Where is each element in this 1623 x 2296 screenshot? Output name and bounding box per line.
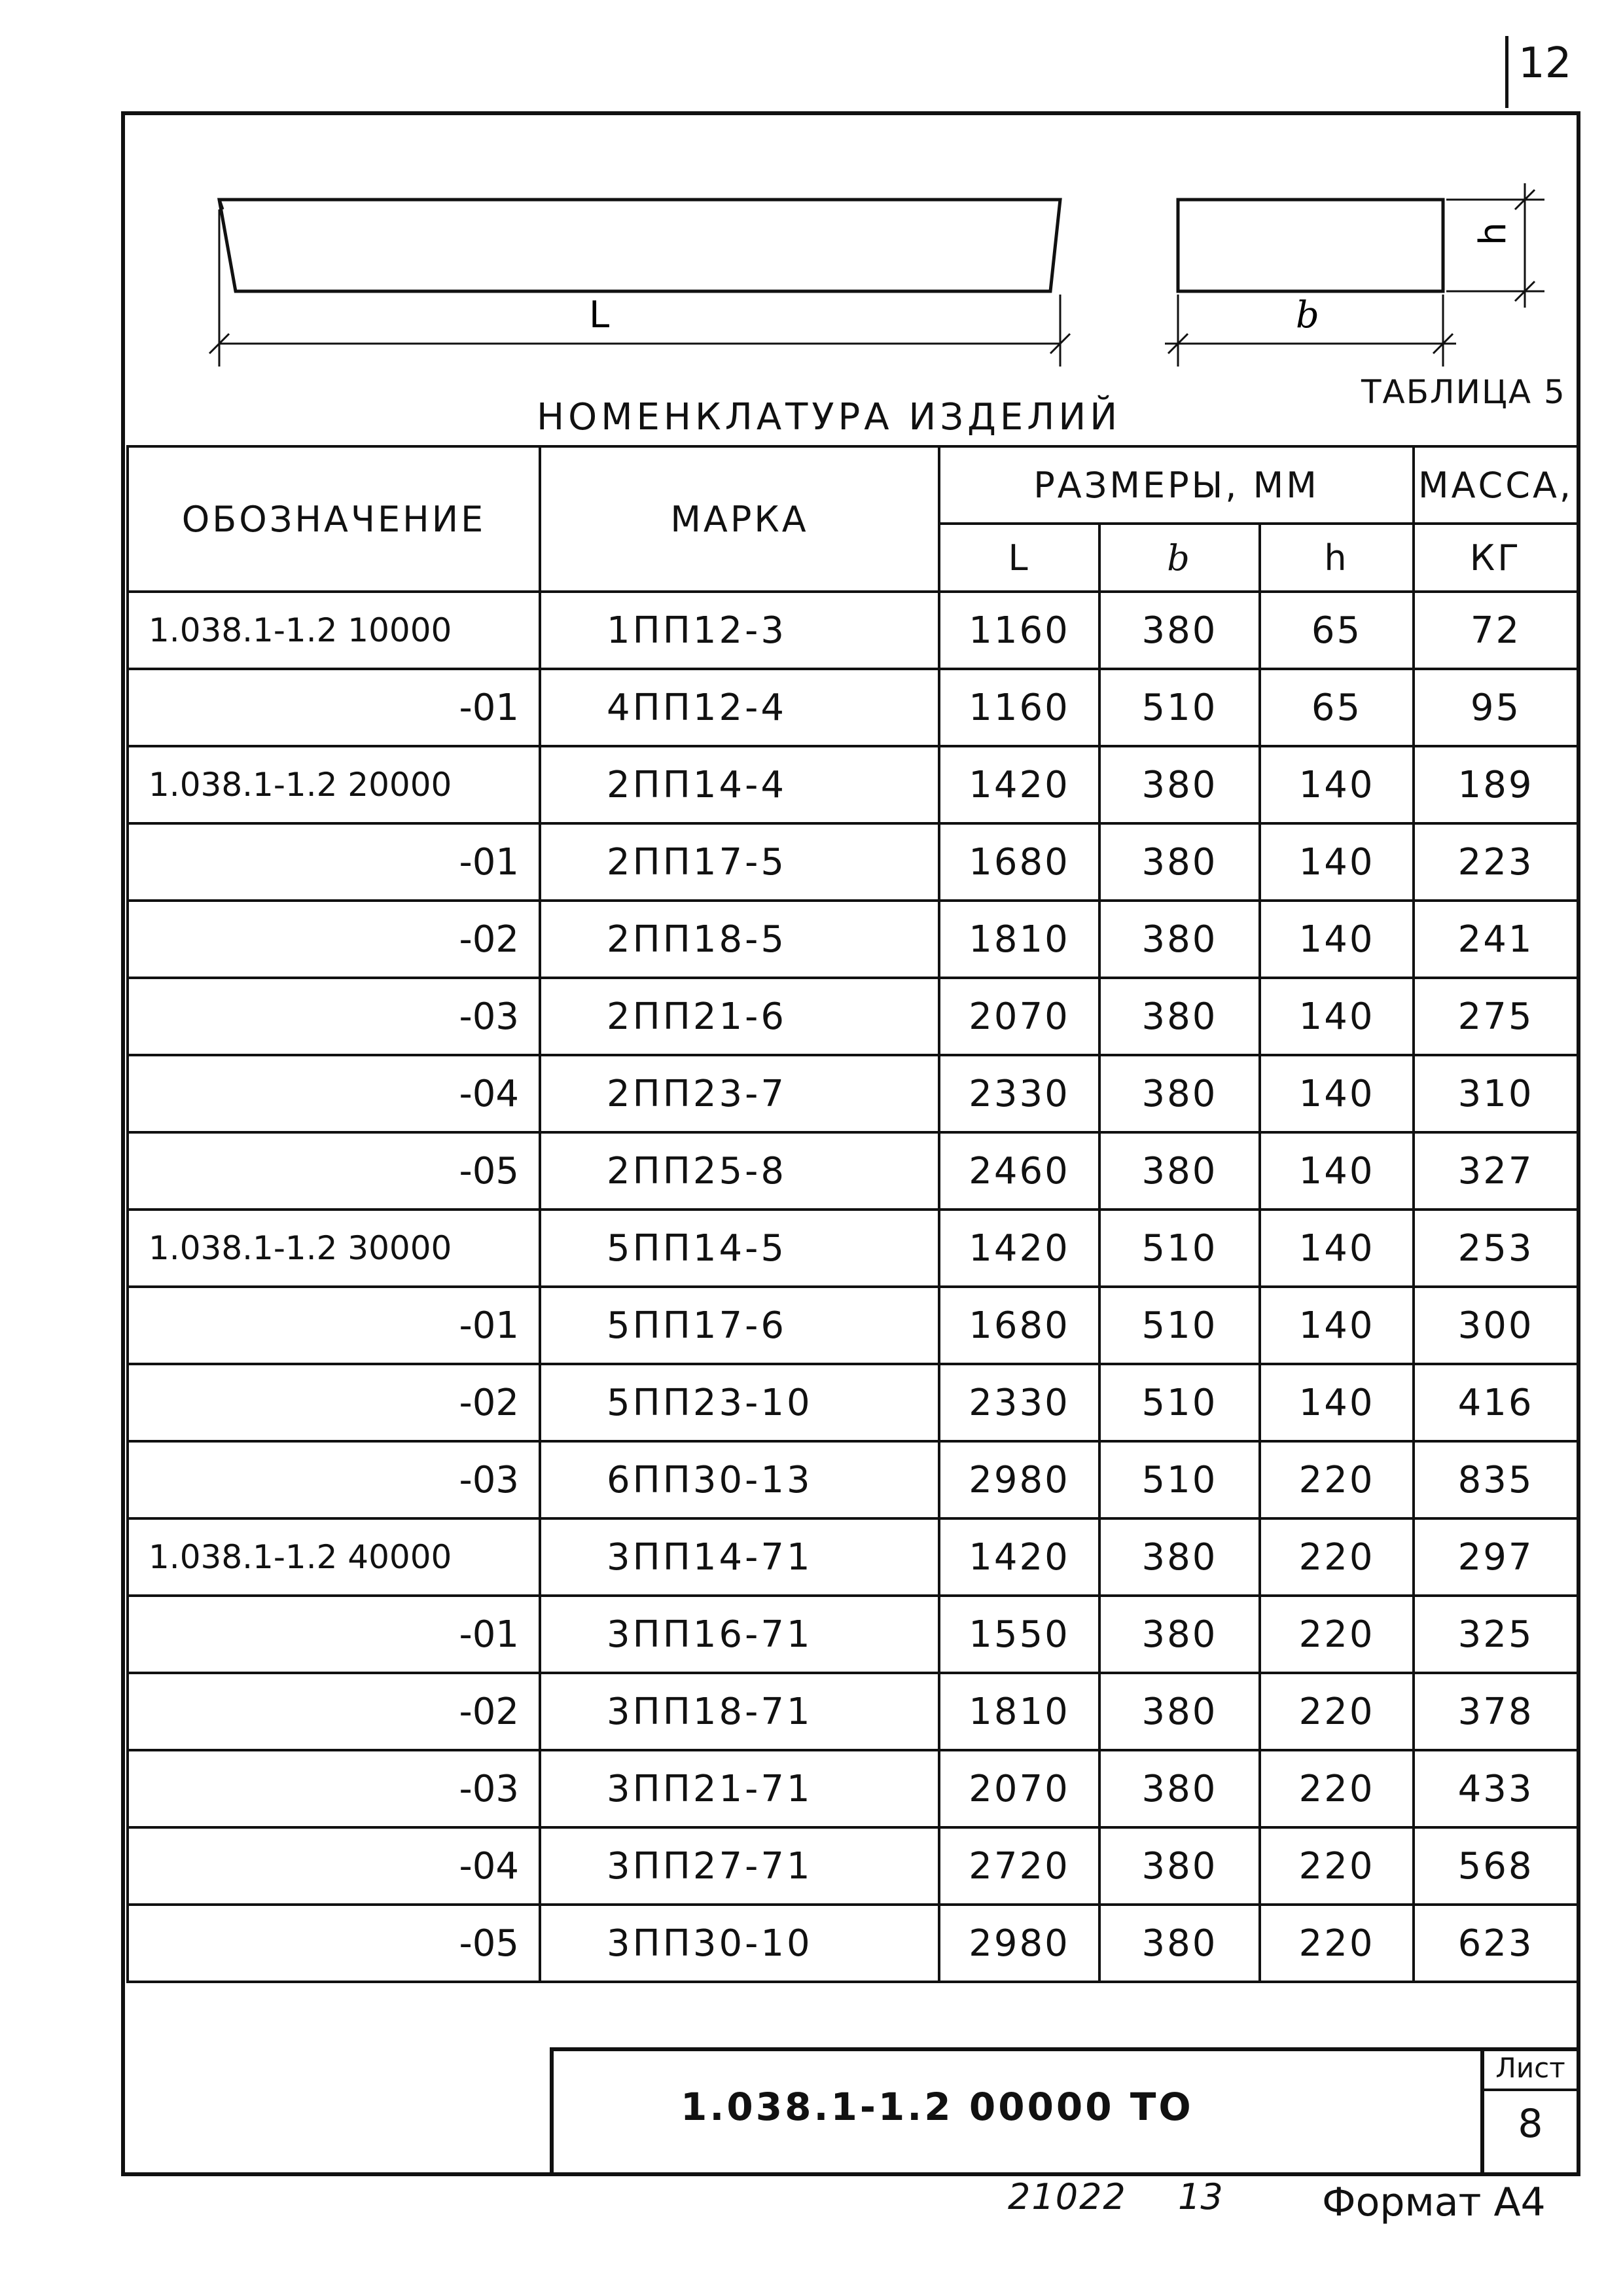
- cell-mark: 6ПП30-13: [540, 1441, 939, 1518]
- sheet-number: 8: [1518, 2101, 1543, 2147]
- table-row: [128, 746, 1578, 823]
- cell-mass: 416: [1414, 1364, 1578, 1441]
- cell-designation: -03: [128, 1441, 540, 1518]
- cell-height: 220: [1260, 1596, 1414, 1673]
- cell-height: 140: [1260, 746, 1414, 823]
- header-mark: МАРКА: [540, 446, 939, 592]
- cell-mass: 223: [1414, 823, 1578, 901]
- table-row: [128, 1055, 1578, 1132]
- cell-width: 380: [1099, 1132, 1260, 1210]
- cell-designation: -02: [128, 1673, 540, 1750]
- inventory-number: 21022: [1008, 2176, 1127, 2217]
- cell-designation: -04: [128, 1055, 540, 1132]
- sheet-label: Лист: [1480, 2052, 1580, 2091]
- cell-designation: 1.038.1-1.2 40000: [128, 1518, 540, 1596]
- cell-designation: 1.038.1-1.2 10000: [128, 592, 540, 669]
- cell-mark: 3ПП14-71: [540, 1518, 939, 1596]
- cell-mass: 95: [1414, 669, 1578, 746]
- cell-designation: -03: [128, 1750, 540, 1827]
- header-width: b: [1099, 524, 1260, 592]
- cell-width: 380: [1099, 1518, 1260, 1596]
- cell-length: 1680: [939, 823, 1099, 901]
- table-title: НОМЕНКЛАТУРА ИЗДЕЛИЙ: [537, 396, 1122, 439]
- cell-mass: 297: [1414, 1518, 1578, 1596]
- cell-width: 510: [1099, 1441, 1260, 1518]
- cell-designation: -01: [128, 669, 540, 746]
- cell-height: 220: [1260, 1441, 1414, 1518]
- cell-mass: 241: [1414, 901, 1578, 978]
- cell-length: 2980: [939, 1441, 1099, 1518]
- table-row: [128, 1518, 1578, 1596]
- cell-mark: 3ПП18-71: [540, 1673, 939, 1750]
- cell-mark: 2ПП17-5: [540, 823, 939, 901]
- cell-height: 140: [1260, 978, 1414, 1055]
- cell-length: 1420: [939, 1210, 1099, 1287]
- header-dimensions: РАЗМЕРЫ, ММ: [939, 446, 1414, 524]
- cell-mass: 300: [1414, 1287, 1578, 1364]
- cell-designation: -01: [128, 1287, 540, 1364]
- cell-length: 2070: [939, 1750, 1099, 1827]
- cell-height: 220: [1260, 1750, 1414, 1827]
- cell-mass: 253: [1414, 1210, 1578, 1287]
- cell-height: 65: [1260, 669, 1414, 746]
- cell-mass: 835: [1414, 1441, 1578, 1518]
- cell-height: 220: [1260, 1673, 1414, 1750]
- nomenclature-table: [126, 445, 1579, 1983]
- paper-format: Формат А4: [1322, 2179, 1546, 2225]
- header-length: L: [939, 524, 1099, 592]
- cell-mass: 325: [1414, 1596, 1578, 1673]
- cell-mass: 327: [1414, 1132, 1578, 1210]
- table-row: [128, 1364, 1578, 1441]
- cell-width: 510: [1099, 1364, 1260, 1441]
- cell-width: 380: [1099, 901, 1260, 978]
- cell-mark: 4ПП12-4: [540, 669, 939, 746]
- cell-length: 1160: [939, 592, 1099, 669]
- cell-width: 380: [1099, 978, 1260, 1055]
- page-number: 12: [1518, 39, 1572, 88]
- height-label: h: [1472, 222, 1514, 245]
- table-row: [128, 1287, 1578, 1364]
- slab-side-view: [219, 200, 1060, 291]
- cell-width: 380: [1099, 746, 1260, 823]
- cell-length: 1680: [939, 1287, 1099, 1364]
- cell-height: 220: [1260, 1905, 1414, 1982]
- cell-length: 1420: [939, 1518, 1099, 1596]
- cell-mark: 5ПП23-10: [540, 1364, 939, 1441]
- cell-mass: 623: [1414, 1905, 1578, 1982]
- table-row: [128, 1210, 1578, 1287]
- cell-designation: -03: [128, 978, 540, 1055]
- cell-designation: -04: [128, 1827, 540, 1905]
- product-sketch: [196, 177, 1571, 399]
- cell-designation: -05: [128, 1905, 540, 1982]
- cell-width: 380: [1099, 1750, 1260, 1827]
- width-label: b: [1296, 294, 1319, 336]
- cell-height: 140: [1260, 901, 1414, 978]
- table-row: [128, 1673, 1578, 1750]
- cell-height: 140: [1260, 823, 1414, 901]
- cell-width: 380: [1099, 1055, 1260, 1132]
- cell-width: 380: [1099, 1827, 1260, 1905]
- cell-designation: 1.038.1-1.2 30000: [128, 1210, 540, 1287]
- cell-width: 510: [1099, 1210, 1260, 1287]
- cell-length: 2070: [939, 978, 1099, 1055]
- table-row: [128, 592, 1578, 669]
- cell-height: 140: [1260, 1287, 1414, 1364]
- cell-length: 2330: [939, 1364, 1099, 1441]
- cell-mark: 5ПП14-5: [540, 1210, 939, 1287]
- cell-mark: 2ПП21-6: [540, 978, 939, 1055]
- cell-width: 380: [1099, 592, 1260, 669]
- table-row: [128, 669, 1578, 746]
- cell-designation: -01: [128, 823, 540, 901]
- cell-mark: 3ПП21-71: [540, 1750, 939, 1827]
- cell-height: 140: [1260, 1055, 1414, 1132]
- table-row: [128, 901, 1578, 978]
- cell-mass: 568: [1414, 1827, 1578, 1905]
- header-mass: МАССА,: [1414, 446, 1578, 524]
- table-row: [128, 823, 1578, 901]
- page-number-divider: [1505, 36, 1508, 108]
- cell-mark: 5ПП17-6: [540, 1287, 939, 1364]
- cell-width: 380: [1099, 1596, 1260, 1673]
- cell-length: 2330: [939, 1055, 1099, 1132]
- header-designation: ОБОЗНАЧЕНИЕ: [128, 446, 540, 592]
- table-number-label: ТАБЛИЦА 5: [1361, 373, 1566, 411]
- cell-mark: 2ПП18-5: [540, 901, 939, 978]
- table-row: [128, 1441, 1578, 1518]
- table-row: [128, 1750, 1578, 1827]
- cell-length: 1160: [939, 669, 1099, 746]
- cell-height: 140: [1260, 1132, 1414, 1210]
- table-row: [128, 1827, 1578, 1905]
- cell-designation: -05: [128, 1132, 540, 1210]
- cell-mark: 3ПП30-10: [540, 1905, 939, 1982]
- header-mass-unit: КГ: [1414, 524, 1578, 592]
- cell-mass: 433: [1414, 1750, 1578, 1827]
- cell-length: 1550: [939, 1596, 1099, 1673]
- cell-height: 65: [1260, 592, 1414, 669]
- cell-height: 140: [1260, 1210, 1414, 1287]
- cell-designation: -02: [128, 901, 540, 978]
- cell-height: 220: [1260, 1518, 1414, 1596]
- table-row: [128, 1596, 1578, 1673]
- cell-width: 510: [1099, 1287, 1260, 1364]
- cell-mass: 310: [1414, 1055, 1578, 1132]
- cell-length: 2460: [939, 1132, 1099, 1210]
- cell-mark: 3ПП27-71: [540, 1827, 939, 1905]
- cell-mass: 72: [1414, 592, 1578, 669]
- cell-width: 510: [1099, 669, 1260, 746]
- document-code: 1.038.1-1.2 00000 ТО: [681, 2085, 1194, 2129]
- cell-width: 380: [1099, 823, 1260, 901]
- cell-designation: -02: [128, 1364, 540, 1441]
- table-row: [128, 978, 1578, 1055]
- header-height: h: [1260, 524, 1414, 592]
- cell-length: 1810: [939, 901, 1099, 978]
- table-row: [128, 1905, 1578, 1982]
- length-label: L: [589, 294, 610, 336]
- cell-mark: 1ПП12-3: [540, 592, 939, 669]
- cell-mass: 275: [1414, 978, 1578, 1055]
- cell-length: 1420: [939, 746, 1099, 823]
- cell-designation: -01: [128, 1596, 540, 1673]
- table-row: [128, 1132, 1578, 1210]
- cell-mark: 2ПП25-8: [540, 1132, 939, 1210]
- cell-length: 2720: [939, 1827, 1099, 1905]
- cell-height: 140: [1260, 1364, 1414, 1441]
- cell-mark: 2ПП23-7: [540, 1055, 939, 1132]
- cell-width: 380: [1099, 1673, 1260, 1750]
- cell-mass: 378: [1414, 1673, 1578, 1750]
- cell-mark: 2ПП14-4: [540, 746, 939, 823]
- cell-height: 220: [1260, 1827, 1414, 1905]
- cell-designation: 1.038.1-1.2 20000: [128, 746, 540, 823]
- cell-mass: 189: [1414, 746, 1578, 823]
- cell-length: 1810: [939, 1673, 1099, 1750]
- cell-length: 2980: [939, 1905, 1099, 1982]
- slab-cross-section: [1178, 200, 1443, 291]
- cell-mark: 3ПП16-71: [540, 1596, 939, 1673]
- cell-width: 380: [1099, 1905, 1260, 1982]
- footer-sheet: 13: [1178, 2176, 1223, 2217]
